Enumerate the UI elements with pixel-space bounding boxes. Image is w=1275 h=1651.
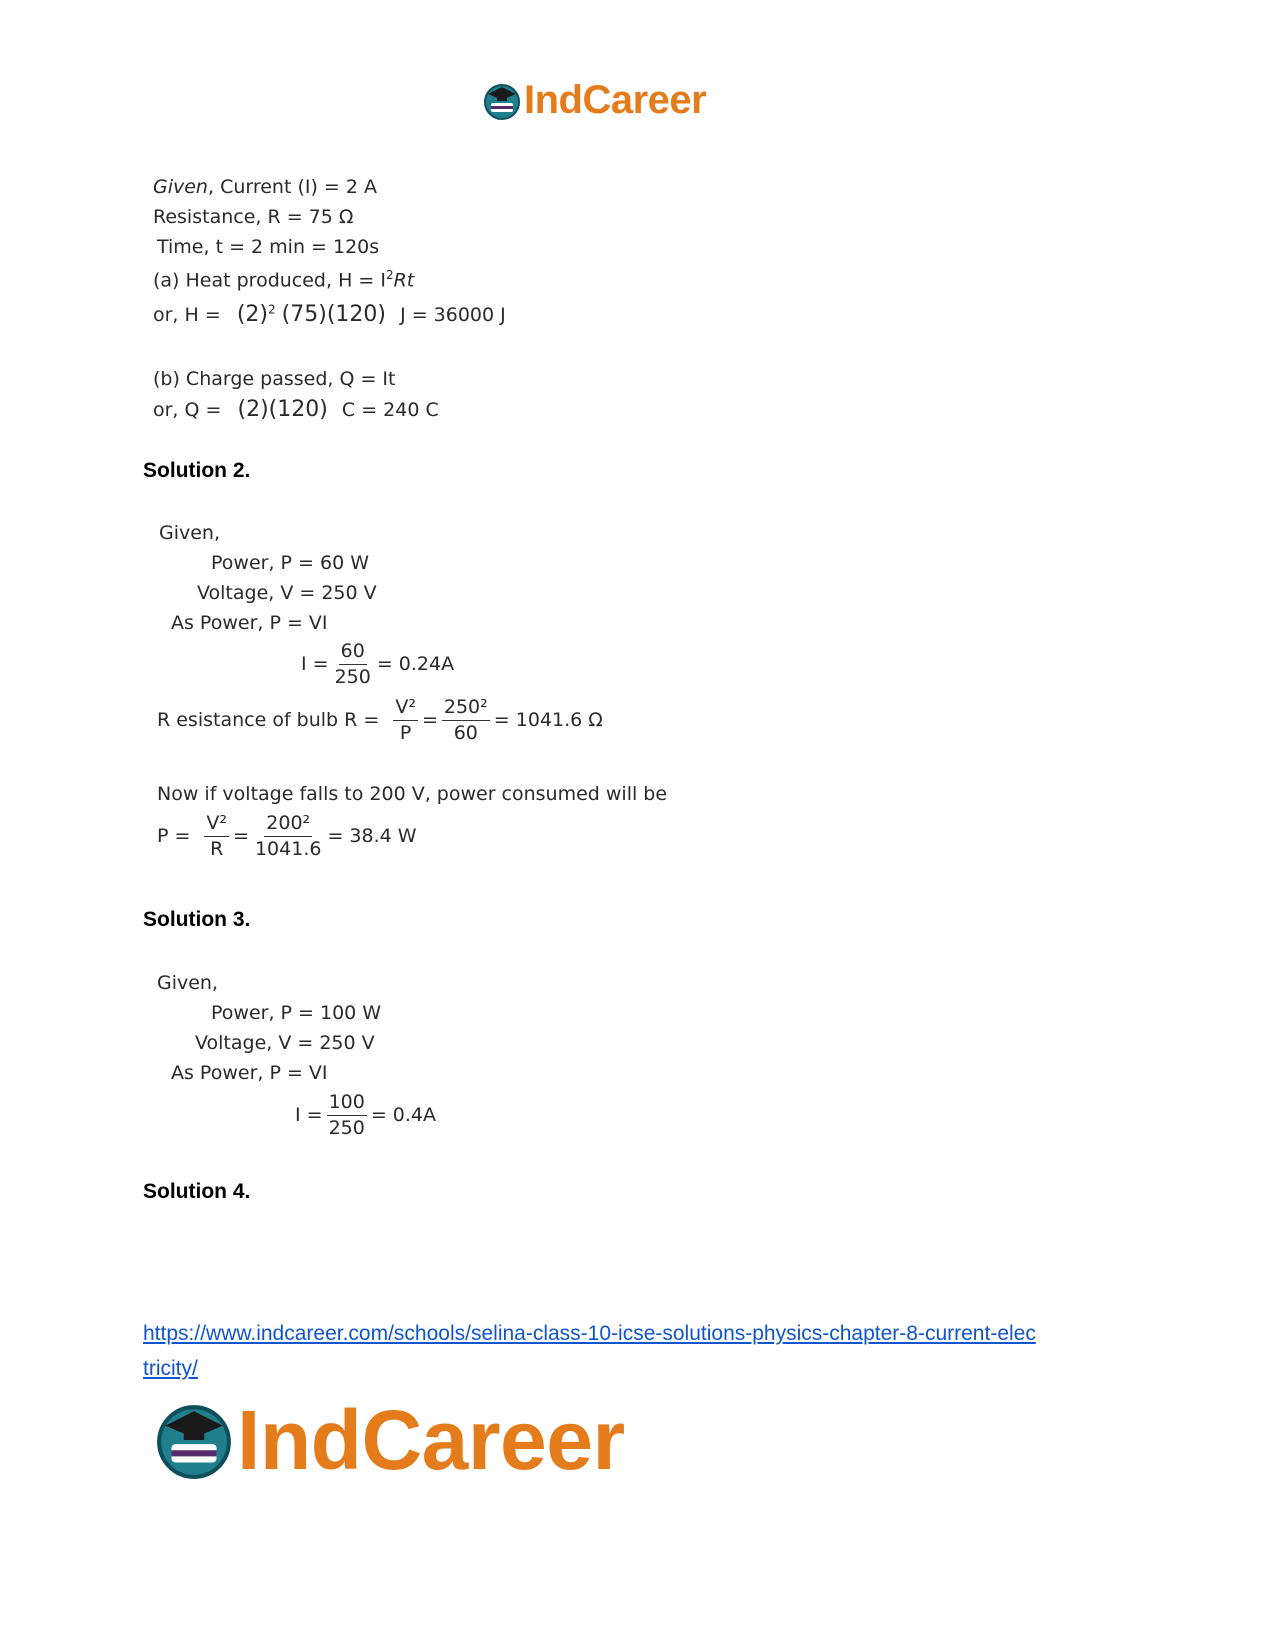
header-logo bbox=[482, 78, 706, 123]
s1-time: Time, t = 2 min = 120s bbox=[157, 236, 380, 258]
s1-h-bracket-2: (75) bbox=[281, 302, 327, 327]
s3-voltage: Voltage, V = 250 V bbox=[195, 1032, 375, 1054]
s1-heat-formula bbox=[153, 268, 414, 291]
s2-r-fraction-1 bbox=[393, 697, 418, 744]
s2-voltage: Voltage, V = 250 V bbox=[197, 582, 377, 604]
s1-q-result: C = 240 C bbox=[341, 399, 439, 421]
solution-2-heading: Solution 2. bbox=[143, 459, 251, 482]
s2-p-eq: = bbox=[233, 825, 249, 848]
graduation-cap-book-icon bbox=[153, 1399, 235, 1481]
footer-logo bbox=[153, 1393, 625, 1487]
footer-brand-wordmark: IndCareer bbox=[237, 1393, 625, 1487]
s2-r-prefix: R esistance of bulb R = bbox=[157, 709, 380, 732]
s3-i-den: 250 bbox=[328, 1116, 365, 1139]
s2-current-calc bbox=[301, 641, 454, 688]
brand-wordmark: IndCareer bbox=[524, 78, 707, 122]
solution-4-heading: Solution 4. bbox=[143, 1180, 251, 1203]
s2-p-fraction-1 bbox=[204, 813, 229, 860]
solution-3-heading: Solution 3. bbox=[143, 908, 251, 931]
s2-r-eq: = bbox=[421, 709, 438, 732]
s2-r-fraction-2 bbox=[442, 697, 490, 744]
s3-as-power: As Power, P = VI bbox=[171, 1062, 328, 1084]
s1-h-result: J = 36000 J bbox=[400, 304, 506, 326]
s2-p-fraction-2 bbox=[253, 813, 323, 860]
s1-heat-prefix: (a) Heat produced, H = I bbox=[153, 269, 386, 292]
s3-power: Power, P = 100 W bbox=[211, 1002, 382, 1024]
s1-heat-rt: Rt bbox=[393, 269, 415, 292]
footer-url-link[interactable] bbox=[143, 1322, 1036, 1380]
s2-p-f2-den: 1041.6 bbox=[254, 837, 322, 860]
s2-power: Power, P = 60 W bbox=[211, 552, 369, 574]
s3-i-prefix: I = bbox=[295, 1104, 323, 1127]
s2-i-fraction bbox=[333, 641, 373, 688]
footer-link-block bbox=[143, 1316, 1143, 1386]
s2-p-f2-num: 200² bbox=[264, 813, 312, 837]
s1-charge-calc bbox=[153, 397, 439, 422]
footer-url-line-2: tricity/ bbox=[143, 1357, 198, 1380]
s1-given-rest: , Current (I) = 2 A bbox=[207, 176, 378, 198]
s2-r-f2-den: 60 bbox=[453, 721, 478, 744]
s2-given: Given, bbox=[159, 522, 221, 544]
s1-h-prefix: or, H = bbox=[153, 304, 221, 326]
graduation-cap-book-icon bbox=[482, 81, 522, 121]
s1-heat-sup: 2 bbox=[385, 268, 394, 282]
s2-p-f1-num: V² bbox=[204, 813, 229, 837]
s3-current-calc bbox=[295, 1092, 436, 1139]
s1-h-bracket-1-sup: 2 bbox=[267, 302, 276, 317]
s1-resistance: Resistance, R = 75 Ω bbox=[153, 206, 354, 228]
s2-resistance-calc bbox=[157, 697, 603, 744]
s2-as-power: As Power, P = VI bbox=[171, 612, 328, 634]
s2-i-result: = 0.24A bbox=[376, 653, 455, 676]
s2-now-text: Now if voltage falls to 200 V, power consumed will be bbox=[157, 783, 668, 805]
s2-r-result: = 1041.6 Ω bbox=[493, 709, 603, 732]
s1-given-label: Given bbox=[153, 176, 208, 198]
s2-i-den: 250 bbox=[334, 665, 371, 688]
s2-r-f1-den: P bbox=[399, 721, 412, 744]
s2-r-f2-num: 250² bbox=[442, 697, 490, 721]
s2-i-prefix: I = bbox=[301, 653, 329, 676]
s2-p-prefix: P = bbox=[157, 825, 191, 848]
s1-heat-calc bbox=[153, 302, 506, 327]
s2-power-calc bbox=[157, 813, 417, 860]
s3-i-num: 100 bbox=[327, 1092, 367, 1116]
s1-q-bracket-1: (2) bbox=[237, 397, 269, 422]
s2-i-num: 60 bbox=[339, 641, 367, 665]
s1-h-bracket-1: (2) bbox=[236, 302, 268, 327]
s2-p-f1-den: R bbox=[210, 837, 224, 860]
footer-url-line-1: https://www.indcareer.com/schools/selina-class-10-icse-solutions-physics-chapter-8-current-elec bbox=[143, 1322, 1036, 1345]
s3-i-result: = 0.4A bbox=[370, 1104, 437, 1127]
s2-r-f1-num: V² bbox=[393, 697, 418, 721]
s3-i-fraction bbox=[327, 1092, 367, 1139]
s1-charge: (b) Charge passed, Q = It bbox=[153, 368, 396, 390]
s3-given: Given, bbox=[157, 972, 219, 994]
s1-h-bracket-3: (120) bbox=[326, 302, 387, 327]
s2-p-result: = 38.4 W bbox=[327, 825, 417, 848]
s1-q-prefix: or, Q = bbox=[153, 399, 222, 421]
s1-given-line bbox=[153, 176, 377, 198]
s1-q-bracket-2: (120) bbox=[268, 397, 328, 422]
